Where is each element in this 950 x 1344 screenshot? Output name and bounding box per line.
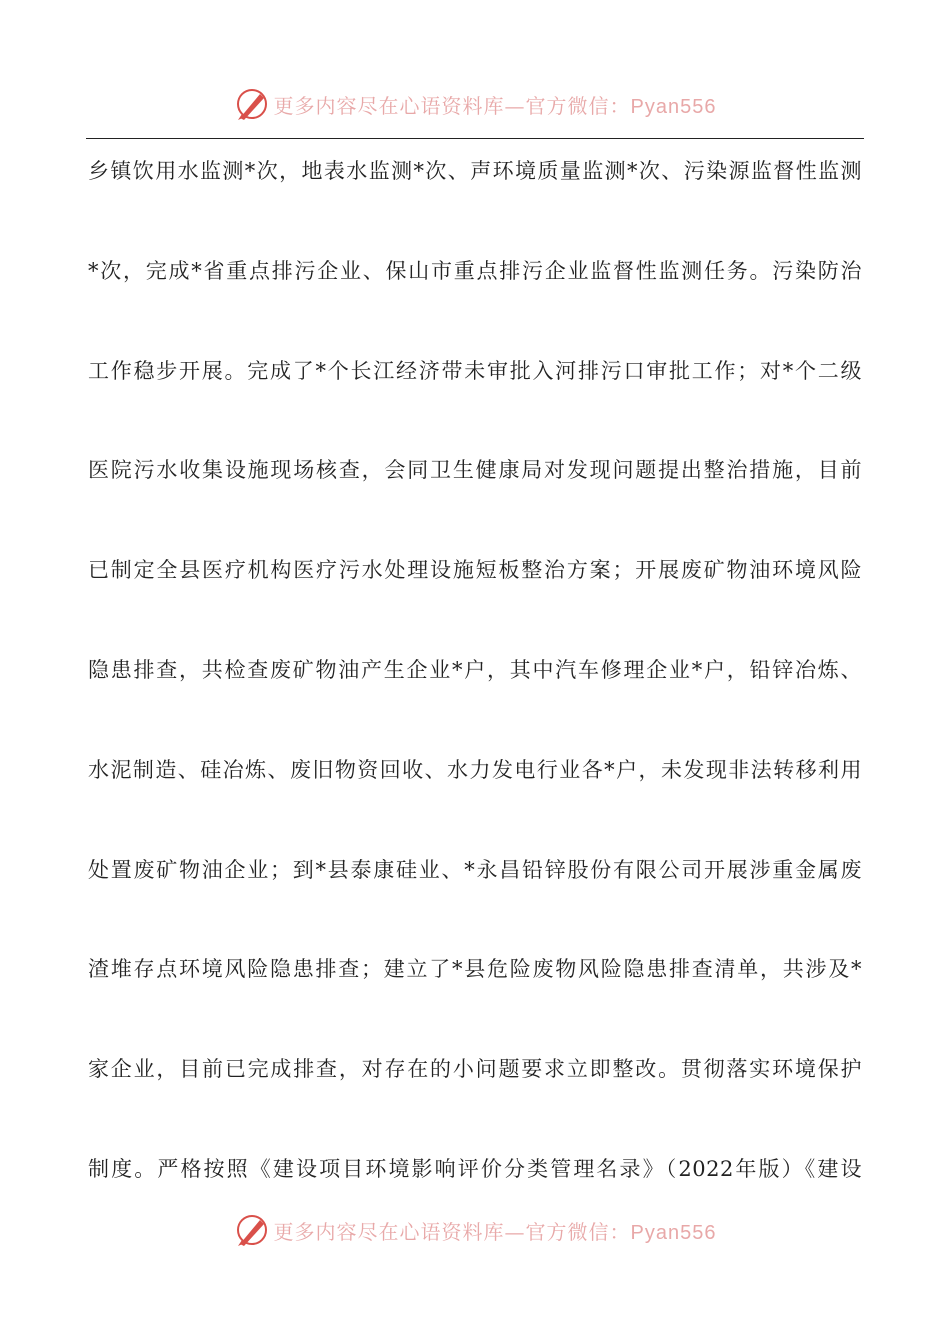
pen-logo-icon [234, 1212, 270, 1248]
header-banner [0, 84, 950, 124]
body-line: 家企业，目前已完成排查，对存在的小问题要求立即整改。贯彻落实环境保护 [88, 1057, 862, 1082]
body-line: 渣堆存点环境风险隐患排查；建立了*县危险废物风险隐患排查清单，共涉及* [88, 957, 862, 982]
header-banner-wechat-id: Pyan556 [630, 95, 717, 118]
body-line: 制度。严格按照《建设项目环境影响评价分类管理名录》（2022年版）《建设 [88, 1156, 862, 1181]
body-line: *次，完成*省重点排污企业、保山市重点排污企业监督性监测任务。污染防治 [88, 258, 862, 283]
header-banner-text [274, 90, 717, 119]
body-line: 处置废矿物油企业；到*县泰康硅业、*永昌铅锌股份有限公司开展涉重金属废 [88, 857, 862, 882]
body-line: 隐患排查，共检查废矿物油产生企业*户，其中汽车修理企业*户，铅锌冶炼、 [88, 657, 862, 682]
footer-banner-text [274, 1216, 717, 1245]
body-line: 工作稳步开展。完成了*个长江经济带未审批入河排污口审批工作；对*个二级 [88, 358, 862, 383]
footer-banner-wechat-id: Pyan556 [630, 1221, 717, 1244]
document-body [88, 146, 862, 1244]
header-rule [86, 138, 864, 139]
header-banner-cn: 更多内容尽在心语资料库—官方微信： [273, 93, 631, 118]
footer-banner [0, 1210, 950, 1250]
body-line: 医院污水收集设施现场核查，会同卫生健康局对发现问题提出整治措施，目前 [88, 458, 862, 483]
body-line: 乡镇饮用水监测*次，地表水监测*次、声环境质量监测*次、污染源监督性监测 [88, 159, 862, 183]
body-line: 水泥制造、硅冶炼、废旧物资回收、水力发电行业各*户，未发现非法转移利用 [88, 757, 862, 782]
pen-logo-icon [234, 86, 270, 122]
body-line: 已制定全县医疗机构医疗污水处理设施短板整治方案；开展废矿物油环境风险 [88, 558, 862, 583]
footer-banner-cn: 更多内容尽在心语资料库—官方微信： [273, 1219, 631, 1244]
